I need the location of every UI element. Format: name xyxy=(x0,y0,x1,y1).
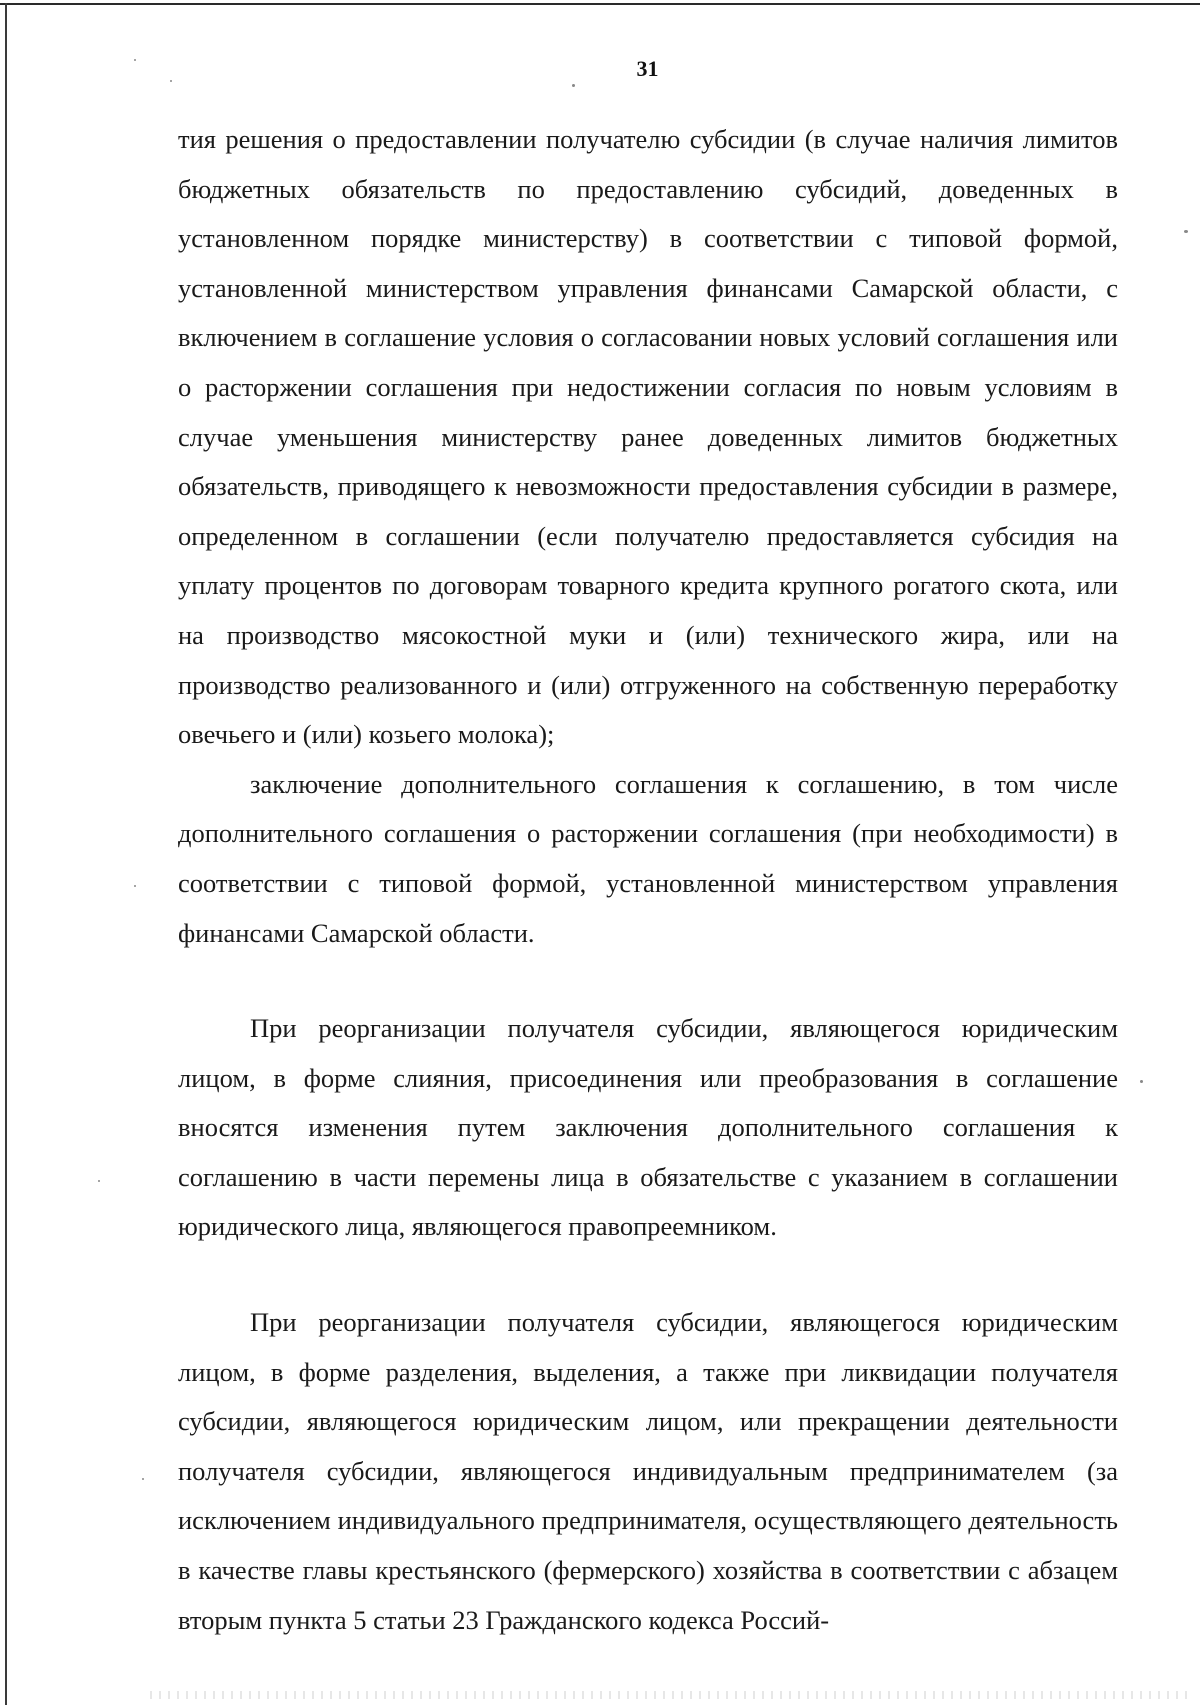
page-number: 31 xyxy=(636,56,659,81)
paragraph-continuation: тия решения о предоставлении получателю субсидии (в случае наличия лимитов бюджетных обязательств по предоставлению субсидий, доведенных в установленном порядке министерству) в соответствии с типовой формой, установленной министерством управления финансами Самарской области, с включением в соглашение условия о согласовании новых условий соглашения или о расторжении соглашения при недостижении согласия по новым условиям в случае уменьшения министерству ранее доведенных лимитов бюджетных обязательств, приводящего к невозможности предоставления субсидии в размере, определенном в соглашении (если получателю предоставляется субсидия на уплату процентов по договорам товарного кредита крупного рогатого скота, или на производство мясокостной муки и (или) технического жира, или на производство реализованного и (или) отгруженного на собственную переработку овечьего и (или) козьего молока); xyxy=(178,124,1118,750)
page-top-border xyxy=(0,3,1200,5)
scan-speck xyxy=(1184,230,1188,233)
scan-speck xyxy=(142,1478,144,1480)
scan-speck xyxy=(134,59,136,61)
document-body xyxy=(178,115,1118,1645)
scan-bottom-noise xyxy=(150,1691,1190,1699)
paragraph-reorganization-division: При реорганизации получателя субсидии, являющегося юридическим лицом, в форме разделения, выделения, а также при ликвидации получателя субсидии, являющегося юридическим лицом, или прекращении деятельности получателя субсидии, являющегося индивидуальным предпринимателем (за исключением индивидуального предпринимателя, осуществляющего деятельность в качестве главы крестьянского (фермерского) хозяйства в соответствии с абзацем вторым пункта 5 статьи 23 Гражданского кодекса Россий- xyxy=(178,1307,1118,1635)
scan-speck xyxy=(572,84,575,87)
page-left-border xyxy=(5,3,7,1705)
paragraph-reorganization-merger: При реорганизации получателя субсидии, являющегося юридическим лицом, в форме слияния, присоединения или преобразования в соглашение вносятся изменения путем заключения дополнительного соглашения к соглашению в части перемены лица в обязательстве с указанием в соглашении юридического лица, являющегося правопреемником. xyxy=(178,1013,1118,1242)
scan-speck xyxy=(1140,1080,1143,1083)
scan-speck xyxy=(98,1180,100,1182)
scan-speck xyxy=(170,80,172,82)
scan-speck xyxy=(134,885,136,887)
paragraph-additional-agreement: заключение дополнительного соглашения к соглашению, в том числе дополнительного соглашения о расторжении соглашения (при необходимости) в соответствии с типовой формой, установленной министерством управления финансами Самарской области. xyxy=(178,768,1118,948)
